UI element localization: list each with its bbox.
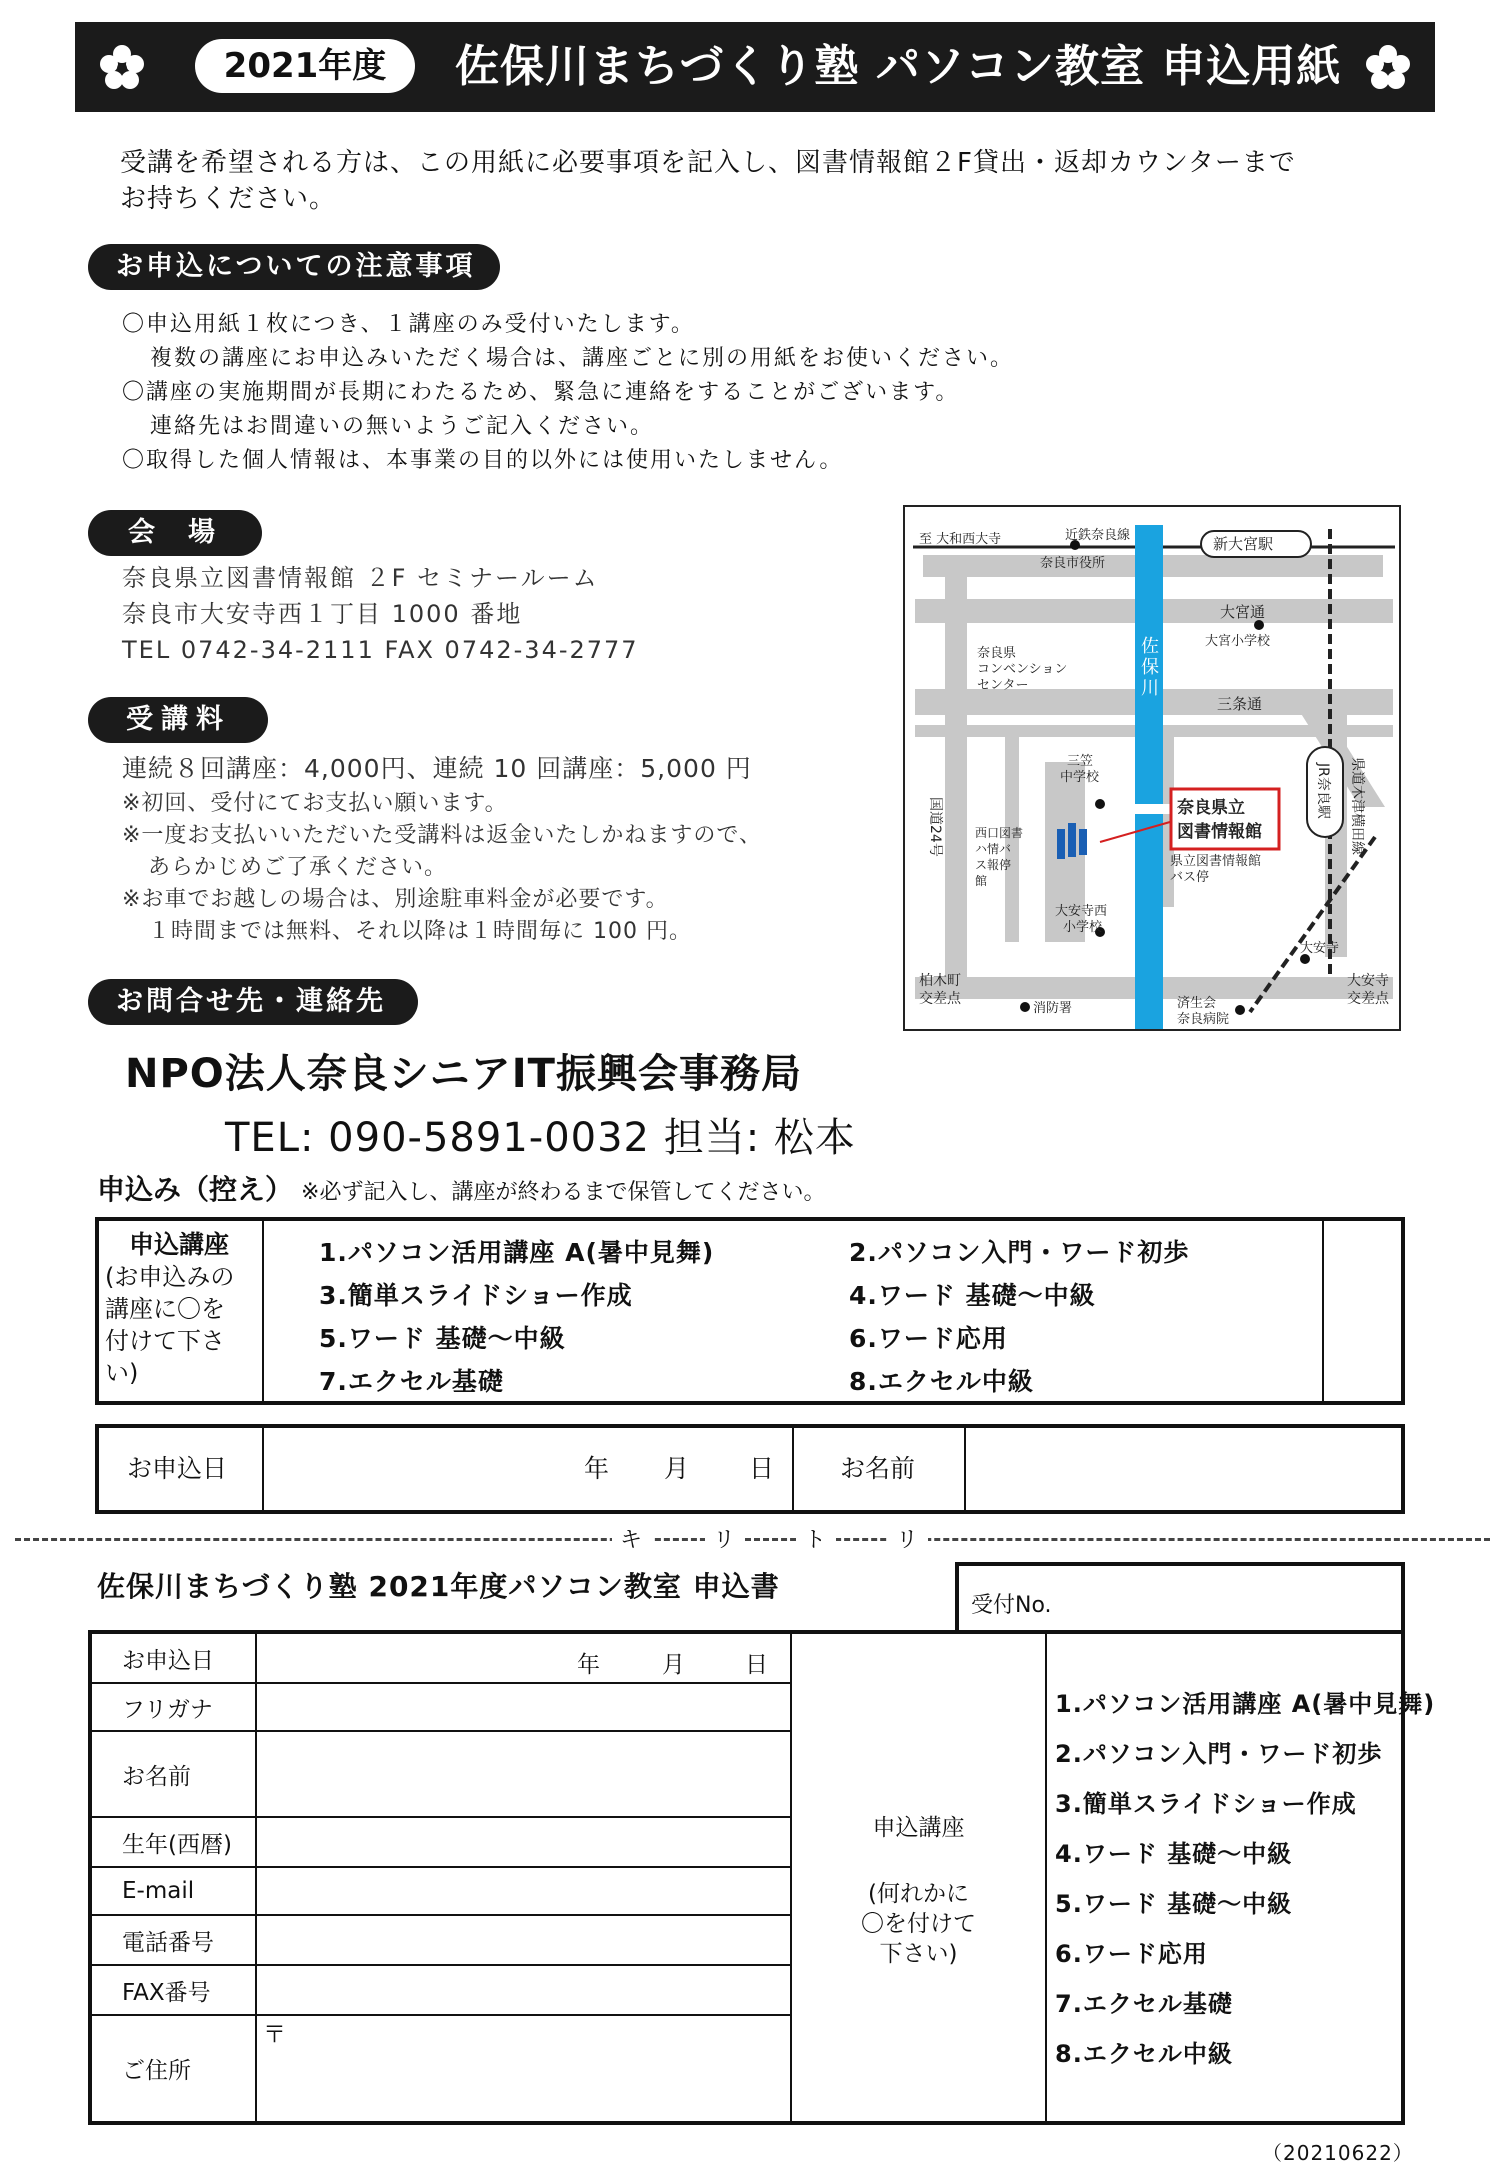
field-row	[92, 1868, 792, 1916]
date-field[interactable]	[264, 1428, 794, 1510]
notice-item: 〇講座の実施期間が長期にわたるため、緊急に連絡をすることがございます。	[122, 380, 960, 405]
cut-label: リ	[705, 1523, 745, 1554]
course-label: 申込講座	[872, 1815, 965, 1841]
map-label: コンベンション	[977, 662, 1068, 677]
receipt-number-box	[955, 1562, 1405, 1634]
fee-note: ※一度お支払いいただいた受講料は返金いたしかねますので、	[122, 823, 762, 848]
course-label-hint: い)	[105, 1359, 139, 1387]
cut-label: リ	[888, 1523, 928, 1554]
inquiry-heading: お問合せ先・連絡先	[88, 979, 418, 1025]
map-label: センター	[977, 678, 1029, 693]
application-course-options	[1047, 1634, 1436, 2121]
notice-item: 連絡先はお間違いの無いようご記入ください。	[150, 414, 655, 439]
map-label: 消防署	[1033, 1001, 1073, 1016]
address-field[interactable]	[257, 2016, 792, 2121]
field-row	[92, 1634, 792, 1684]
map-label: 柏木町	[919, 973, 961, 989]
map-label: 小学校	[1063, 920, 1103, 935]
name-label: お名前	[794, 1428, 966, 1510]
course-hint	[792, 1879, 1045, 1969]
map-label: 西口図書	[975, 826, 1024, 840]
map-label: 中学校	[1060, 770, 1100, 785]
map-label: 大安寺	[1347, 973, 1389, 989]
field-label: 電話番号	[92, 1916, 257, 1964]
map-label: ス報停	[975, 858, 1012, 872]
copy-date-name-table	[95, 1424, 1405, 1514]
course-label-hint: (お申込みの	[105, 1263, 235, 1291]
course-option[interactable]: 6.ワード応用	[1055, 1940, 1208, 1968]
map-label: 新大宮駅	[1213, 535, 1274, 553]
map-label: 大安寺	[1300, 941, 1340, 956]
map-label: 至 大和西大寺	[919, 532, 1002, 547]
name-field[interactable]	[966, 1428, 1405, 1510]
application-table	[88, 1630, 1436, 2125]
intro-text	[120, 145, 1370, 217]
contact-tel: TEL: 090-5891-0032 担当: 松本	[225, 1115, 856, 1161]
map-label: 三笠	[1067, 754, 1094, 769]
field-label: 生年(西暦)	[92, 1818, 257, 1866]
map-drawing	[905, 507, 1401, 1031]
name-field[interactable]	[257, 1732, 792, 1816]
field-label: フリガナ	[92, 1684, 257, 1730]
fee-heading: 受講料	[88, 697, 268, 743]
course-option[interactable]: 7.エクセル基礎	[319, 1367, 504, 1396]
venue-info	[122, 560, 822, 668]
year-unit: 年	[584, 1454, 610, 1483]
venue-contact: TEL 0742-34-2111 FAX 0742-34-2777	[122, 636, 639, 664]
map-label: 奈良病院	[1177, 1012, 1230, 1027]
field-row	[92, 2016, 792, 2121]
course-option[interactable]: 8.エクセル中級	[849, 1367, 1034, 1396]
field-row	[92, 1684, 792, 1732]
phone-field[interactable]	[257, 1916, 792, 1964]
map-label: 近鉄奈良線	[1065, 528, 1131, 543]
course-option[interactable]: 6.ワード応用	[849, 1324, 1008, 1353]
map-label: ハ情バ	[975, 842, 1012, 856]
course-option[interactable]: 7.エクセル基礎	[1055, 1990, 1233, 2018]
map-label: 交差点	[1347, 991, 1389, 1007]
map-label: 国道24号	[927, 797, 943, 857]
organization-name: NPO法人奈良シニアIT振興会事務局	[125, 1051, 802, 1097]
map-label: 図書情報館	[1177, 822, 1262, 842]
map-label: JR奈良駅	[1315, 763, 1331, 819]
venue-name: 奈良県立図書情報館 ２F セミナールーム	[122, 564, 599, 592]
access-map	[903, 505, 1401, 1031]
month-unit: 月	[664, 1454, 690, 1483]
year-badge: 2021年度	[195, 39, 415, 93]
copy-form-title	[97, 1168, 825, 1208]
cut-label: キ	[612, 1523, 652, 1554]
day-unit: 日	[749, 1454, 775, 1483]
field-label: ご住所	[92, 2016, 257, 2121]
course-option[interactable]: 5.ワード 基礎～中級	[319, 1324, 566, 1353]
map-label: 保	[1141, 657, 1159, 678]
course-hint-line: 下さい)	[879, 1941, 958, 1967]
fee-note: １時間までは無料、それ以降は１時間毎に 100 円。	[148, 919, 692, 944]
field-row	[92, 1966, 792, 2016]
course-option[interactable]: 2.パソコン入門・ワード初歩	[849, 1238, 1190, 1267]
cut-line	[15, 1538, 1490, 1541]
map-label: 済生会	[1177, 996, 1217, 1011]
field-row	[92, 1732, 792, 1818]
page-title: 佐保川まちづくり塾 パソコン教室 申込用紙	[455, 41, 1342, 92]
fee-info	[122, 750, 882, 948]
course-label-hint: 付けて下さ	[105, 1327, 225, 1355]
fee-note: ※初回、受付にてお支払い願います。	[122, 791, 508, 816]
map-label: 県立図書情報館	[1170, 854, 1262, 869]
map-label: 奈良市役所	[1040, 556, 1106, 571]
email-field[interactable]	[257, 1868, 792, 1914]
flower-icon	[97, 42, 147, 92]
field-label: お名前	[92, 1732, 257, 1816]
receipt-label: 受付No.	[971, 1593, 1052, 1618]
field-row	[92, 1916, 792, 1966]
birth-year-field[interactable]	[257, 1818, 792, 1866]
application-title: 佐保川まちづくり塾 2021年度パソコン教室 申込書	[97, 1570, 780, 1603]
day-unit: 日	[745, 1652, 768, 1678]
course-label: 申込講座	[129, 1230, 230, 1259]
venue-address: 奈良市大安寺西１丁目 1000 番地	[122, 600, 523, 628]
map-label: 館	[975, 874, 988, 888]
application-date-field[interactable]	[257, 1634, 792, 1682]
map-label: バス停	[1170, 870, 1210, 885]
map-label: 交差点	[919, 991, 961, 1007]
course-option[interactable]: 4.ワード 基礎～中級	[849, 1281, 1096, 1310]
month-unit: 月	[662, 1652, 685, 1678]
course-hint-line: (何れかに	[868, 1881, 969, 1907]
header-banner	[75, 22, 1435, 112]
map-label: 三条通	[1217, 695, 1263, 713]
cut-label: ト	[796, 1523, 836, 1554]
map-label: 奈良県立	[1177, 798, 1245, 818]
fee-note: ※お車でお越しの場合は、別途駐車料金が必要です。	[122, 887, 669, 912]
course-hint-line: 〇を付けて	[861, 1911, 976, 1937]
intro-line: お持ちください。	[120, 184, 337, 214]
field-row	[92, 1818, 792, 1868]
year-unit: 年	[577, 1652, 600, 1678]
course-option[interactable]: 1.パソコン活用講座 A(暑中見舞)	[319, 1238, 715, 1267]
course-option[interactable]: 4.ワード 基礎～中級	[1055, 1840, 1293, 1868]
flower-icon	[1363, 42, 1413, 92]
document-code: （20210622）	[1262, 2141, 1414, 2165]
course-option[interactable]: 3.簡単スライドショー作成	[319, 1281, 633, 1310]
copy-course-table	[95, 1217, 1405, 1405]
course-label-cell	[99, 1221, 264, 1401]
copy-form-heading: 申込み（控え）	[97, 1173, 294, 1206]
course-label-cell	[792, 1634, 1047, 2121]
fee-note: あらかじめご了承ください。	[148, 855, 448, 880]
notice-item: 〇申込用紙１枚につき、１講座のみ受付いたします。	[122, 312, 695, 337]
fax-field[interactable]	[257, 1966, 792, 2014]
field-label: お申込日	[92, 1634, 257, 1682]
map-label: 大安寺西	[1055, 904, 1108, 919]
map-label: 大宮通	[1220, 603, 1266, 621]
postal-mark: 〒	[263, 2022, 286, 2048]
furigana-field[interactable]	[257, 1684, 792, 1730]
map-label: 佐	[1141, 636, 1159, 657]
map-label: 川	[1141, 678, 1159, 699]
course-option[interactable]: 5.ワード 基礎～中級	[1055, 1890, 1293, 1918]
map-label: 県道木津横田線	[1349, 757, 1365, 855]
notice-list	[122, 308, 1122, 478]
notice-item: 複数の講座にお申込みいただく場合は、講座ごとに別の用紙をお使いください。	[150, 346, 1015, 371]
map-label: 奈良県	[977, 646, 1017, 661]
notice-heading: お申込についての注意事項	[88, 244, 500, 290]
intro-line: 受講を希望される方は、この用紙に必要事項を記入し、図書情報館２F貸出・返却カウンターまで	[120, 148, 1296, 178]
course-option[interactable]: 2.パソコン入門・ワード初歩	[1055, 1740, 1383, 1768]
field-label: E-mail	[92, 1868, 257, 1914]
date-label: お申込日	[99, 1428, 264, 1510]
course-options	[264, 1221, 1324, 1401]
copy-form-note: ※必ず記入し、講座が終わるまで保管してください。	[301, 1180, 826, 1205]
field-label: FAX番号	[92, 1966, 257, 2014]
course-option[interactable]: 3.簡単スライドショー作成	[1055, 1790, 1357, 1818]
map-label: 大宮小学校	[1205, 634, 1271, 649]
fee-main: 連続８回講座：4,000円、連続 10 回講座：5,000 円	[122, 754, 752, 783]
notice-item: 〇取得した個人情報は、本事業の目的以外には使用いたしません。	[122, 448, 844, 473]
venue-heading: 会 場	[88, 510, 262, 556]
course-option[interactable]: 8.エクセル中級	[1055, 2040, 1233, 2068]
course-label-hint: 講座に〇を	[105, 1295, 225, 1323]
course-option[interactable]: 1.パソコン活用講座 A(暑中見舞)	[1055, 1690, 1436, 1718]
